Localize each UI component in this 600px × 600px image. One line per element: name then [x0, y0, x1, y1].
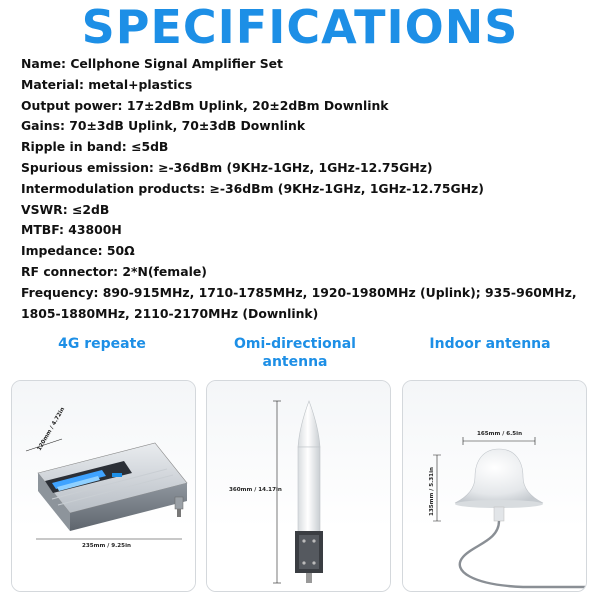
spec-frequency: Frequency: 890-915MHz, 1710-1785MHz, 1920-1980MHz (Uplink); 935-960MHz, 1805-1880MHz, 2110-2170MHz (Downlink) — [21, 284, 577, 321]
repeater-depth-dimension: 120mm / 4.72in — [36, 406, 67, 452]
omni-antenna-image — [207, 381, 391, 592]
repeater-image — [12, 381, 196, 592]
spec-ripple: Ripple in band: ≤5dB — [21, 139, 169, 155]
omni-antenna-panel — [206, 380, 391, 592]
specification-list — [21, 54, 596, 324]
page-title: SPECIFICATIONS — [81, 0, 519, 54]
indoor-antenna-panel — [402, 380, 587, 592]
spec-gains: Gains: 70±3dB Uplink, 70±3dB Downlink — [21, 118, 306, 134]
spec-material: Material: metal+plastics — [21, 76, 193, 92]
spec-spurious-emission: Spurious emission: ≥-36dBm (9KHz-1GHz, 1GHz-12.75GHz) — [21, 159, 433, 175]
product-label-repeater: 4G repeate — [58, 336, 146, 352]
spec-impedance: Impedance: 50Ω — [21, 243, 135, 259]
product-label-omni-antenna: Omi-directional antenna — [234, 336, 356, 370]
indoor-width-dimension: 165mm / 6.5in — [477, 431, 523, 437]
indoor-antenna-image — [403, 381, 587, 592]
omni-height-dimension: 360mm / 14.17in — [229, 487, 282, 493]
repeater-width-dimension: 235mm / 9.25in — [82, 543, 131, 549]
product-label-indoor-antenna: Indoor antenna — [429, 336, 551, 352]
indoor-height-dimension: 135mm / 5.31in — [429, 467, 435, 516]
spec-mtbf: MTBF: 43800H — [21, 222, 122, 238]
spec-output-power: Output power: 17±2dBm Uplink, 20±2dBm Downlink — [21, 97, 389, 113]
repeater-panel — [11, 380, 196, 592]
spec-name: Name: Cellphone Signal Amplifier Set — [21, 56, 283, 71]
spec-intermodulation: Intermodulation products: ≥-36dBm (9KHz-1GHz, 1GHz-12.75GHz) — [21, 180, 484, 196]
spec-rf-connector: RF connector: 2*N(female) — [21, 263, 207, 279]
spec-vswr: VSWR: ≤2dB — [21, 201, 110, 217]
